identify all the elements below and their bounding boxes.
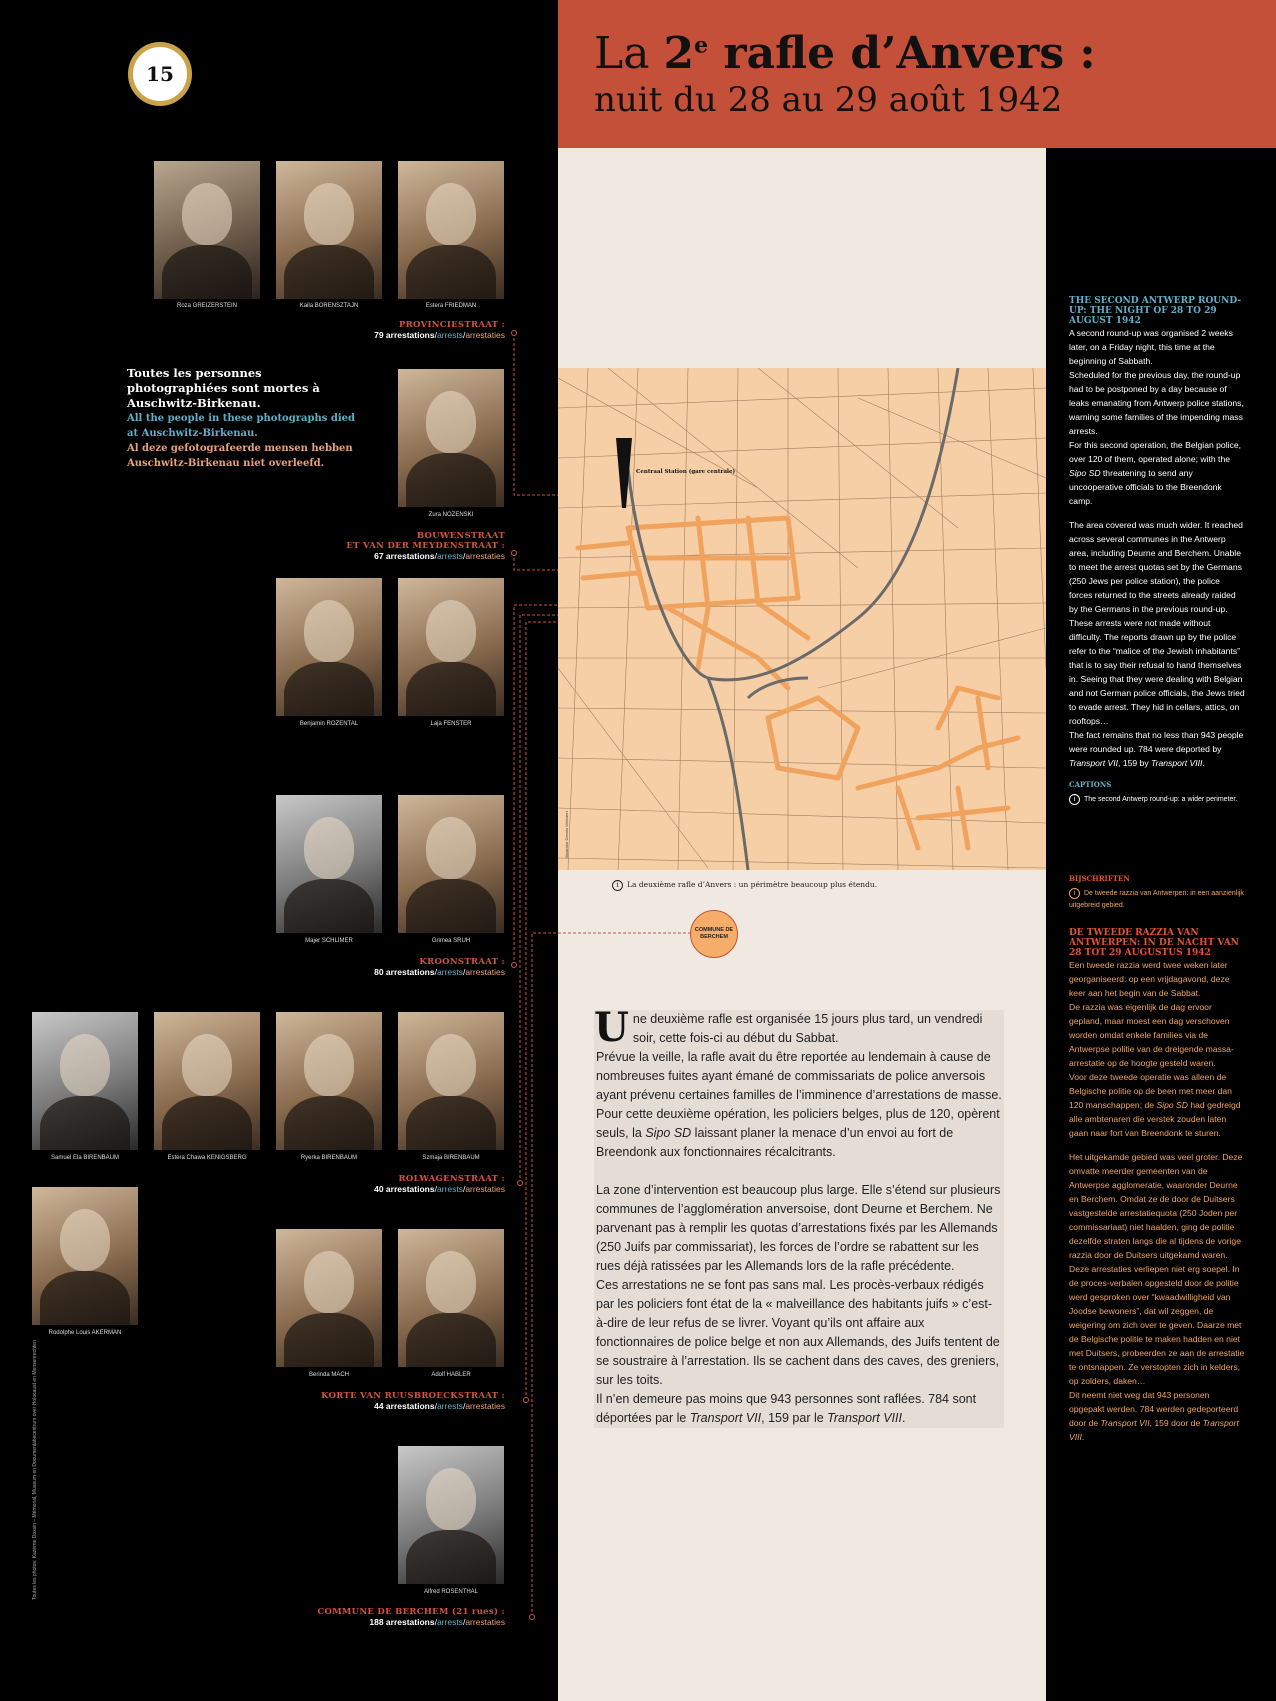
info-icon: i [1069, 794, 1080, 805]
map-graphic [558, 368, 1046, 870]
drop-cap: U [594, 1004, 629, 1051]
street-label: PROVINCIESTRAAT : 79 arrestations/arrests/arrestaties [374, 320, 505, 340]
station-label: Centraal Station (gare centrale) [636, 469, 736, 475]
street-map [558, 368, 1046, 870]
portrait-caption: Adolf HABLER [431, 1372, 471, 1378]
info-icon: i [612, 880, 623, 891]
portrait-caption: Szmaja BIRENBAUM [422, 1155, 480, 1161]
portrait-caption: Benjamin ROZENTAL [299, 721, 359, 727]
portrait-caption: Laja FENSTER [430, 721, 472, 727]
street-label: KROONSTRAAT : 80 arrestations/arrests/arrestaties [374, 957, 505, 977]
intro-fr: Toutes les personnes photographiées sont mortes à Auschwitz-Birkenau. [127, 366, 320, 410]
street-label: KORTE VAN RUUSBROECKSTRAAT : 44 arrestations/arrests/arrestaties [321, 1391, 505, 1411]
page-title: La 2e rafle d’Anvers : [594, 28, 1096, 79]
portrait-caption: Ryerka BIRENBAUM [300, 1155, 358, 1161]
portrait-caption: Grimea SRUH [431, 938, 471, 944]
portrait-caption: Rodolphe Louis AKERMAN [48, 1330, 122, 1336]
portrait-caption: Zura NOZENSKI [428, 512, 474, 518]
street-label: BOUWENSTRAAT ET VAN DER MEYDENSTRAAT : 67 arrestations/arrests/arrestaties [346, 531, 505, 561]
intro-en: All the people in these photographs died at Auschwitz-Birkenau. [127, 413, 355, 439]
dutch-text: BIJSCHRIFTEN i De tweede razzia van Antwerpen: in een aanzienlijk uitgebreid gebied. DE TWEEDE RAZZIA VAN ANTWERPEN: IN DE NACHT VAN 28 TOT 29 AUGUSTUS 1942 Een tweede razzia werd twee weken later georganiseerd: op een vrijdagavond, deze keer aan het begin van de Sabbat. De razzia was eigenlijk de dag ervoor gepland, maar moest een dag verschoven worden omdat enkele families via de Antwerpse politie van de dreigende massa-arrestatie op de hoogte gesteld waren. Voor deze tweede operatie was alleen de Belgische politie op de been met meer dan 120 manschappen; de Sipo SD had gedreigd alle ambtenaren die verstek zouden laten gaan naar fort van Breendonk te sturen. Het uitgekamde gebied was veel groter. Deze omvatte meerder gemeenten van de Antwerpse agglomeratie, waaronder Deurne en Berchem. Omdat ze de door de Duitsers vastgestelde arrestatiequota (250 Joden per commissariaat) niet haalden, ging de politie dezelfde straten langs die al tijdens de vorige razzia door de Duitsers uitgekamd waren. Deze arrestaties verliepen niet erg soepel. In de proces-verbalen opgesteld door de politie werd gesproken over “kwaadwilligheid van Joodse bewoners”, dat wil zeggen, de weigering om zich over te geven. Daarze met de Belgische politie te maken hadden en niet met Duitsers, probeerden ze aan de arrestatie te ontsnappen. Ze verstopten zich in kelders, op zolders, daken… Dit neemt niet weg dat 943 personen opgepakt werden. 784 werden gedeporteerd door de Transport VII, 159 door de Transport VIII. [1069, 874, 1245, 1442]
street-label: ROLWAGENSTRAAT : 40 arrestations/arrests/arrestaties [374, 1174, 505, 1194]
intro-nl: Al deze gefotografeerde mensen hebben Auschwitz-Birkenau niet overleefd. [127, 443, 353, 469]
portrait-caption: Kaila BORENSZTAJN [299, 303, 359, 309]
portrait-caption: Roza GREIZERSTEIN [176, 303, 237, 309]
english-text: THE SECOND ANTWERP ROUND-UP: THE NIGHT OF 28 TO 29 AUGUST 1942 A second round-up was organised 2 weeks later, on a Friday night, this time at the beginning of Sabbath. Scheduled for the previous day, the round-up had to be postponed by a day because of leaks emanating from Antwerp police stations, warning some families of the impending mass arrests. For this second operation, the Belgian police, over 120 of them, operated alone; with the Sipo SD threatening to send any uncooperative officials to the Breendonk camp. The area covered was much wider. It reached across several communes in the Antwerp area, including Deurne and Berchem. Unable to meet the arrest quotas set by the Germans (250 Jews per police station), the police forces returned to the streets already raided by the Germans in the previous round-up. These arrests were not made without difficulty. The reports drawn up by the police refer to the “malice of the Jewish inhabitants” that is to say their refusal to hand themselves in. Seeing that they were dealing with Belgian and not German police officials, the Jews tried to evade arrest. They hid in cellars, attics, on rooftops… The fact remains that no less than 943 people were rounded up. 784 were deported by Transport VII, 159 by Transport VIII. CAPTIONS i The second Antwerp round-up: a wider perimeter. [1069, 296, 1245, 803]
photo-credit: Toutes les photos: Kazerne Dossin – Mémorial, Museum en Documentatiecentrum over Holocaust en Mensenrechten [32, 1340, 38, 1600]
info-icon: i [1069, 888, 1080, 899]
portrait-caption: Berinda MACH [308, 1372, 349, 1378]
portrait-caption: Estera FRIEDMAN [425, 303, 477, 309]
dutch-heading: DE TWEEDE RAZZIA VAN ANTWERPEN: IN DE NACHT VAN 28 TOT 29 AUGUSTUS 1942 [1069, 928, 1239, 958]
english-heading: THE SECOND ANTWERP ROUND-UP: THE NIGHT OF 28 TO 29 AUGUST 1942 [1069, 296, 1242, 326]
portrait-caption: Estera Chawa KENIGSBERG [167, 1155, 247, 1161]
portrait-caption: Samuel Ela BIRENBAUM [50, 1155, 120, 1161]
main-text-fr: U ne deuxième rafle est organisée 15 jours plus tard, un vendredi soir, cette fois-ci au début du Sabbat. Prévue la veille, la rafle avait du être reportée au lendemain à cause de nombreuses fuites ayant émané de commissariats de police anversois ayant prévenu certaines familles de l’imminence d’arrestations de masse. Pour cette deuxième opération, les policiers belges, plus de 120, opèrent seuls, la Sipo SD laissant planer la menace d’un envoi au fort de Breendonk aux fonctionnaires récalcitrants. La zone d’intervention est beaucoup plus large. Elle s’étend sur plusieurs communes de l’agglomération anversoise, dont Deurne et Berchem. Ne parvenant pas à remplir les quotas d’arrestations fixés par les Allemands (250 Juifs par commissariat), les forces de l’ordre se rabattent sur les rues déjà ratissées par les Allemands lors de la rafle précédente. Ces arrestations ne se font pas sans mal. Les procès-verbaux rédigés par les policiers font état de la « malveillance des habitants juifs » c’est-à-dire de leur refus de se livrer. Voyant qu’ils ont affaire aux fonctionnaires de police belge et non aux Allemands, des Juifs tentent de se soustraire à l’arrestation. Ils se cachent dans des caves, des greniers, sur les toits. Il n’en demeure pas moins que 943 personnes sont raflées. 784 sont déportées par le Transport VII, 159 par le Transport VIII. [594, 1010, 1004, 1428]
portrait-caption: Alfred ROSENTHAL [423, 1589, 478, 1595]
berchem-marker: COMMUNE DE BERCHEM [690, 910, 738, 958]
street-label: COMMUNE DE BERCHEM (21 rues) : 188 arrestations/arrests/arrestaties [317, 1607, 505, 1627]
captions-title-en: CAPTIONS [1069, 780, 1112, 789]
panel-number-badge: 15 [128, 42, 192, 106]
map-caption: i La deuxième rafle d’Anvers : un périmètre beaucoup plus étendu. [612, 880, 877, 891]
captions-title-nl: BIJSCHRIFTEN [1069, 874, 1130, 883]
map-credit: Illustrator Dennis Welvaert [564, 811, 569, 858]
page-subtitle: nuit du 28 au 29 août 1942 [594, 80, 1063, 120]
portrait-caption: Majer SCHLIMER [305, 938, 353, 944]
